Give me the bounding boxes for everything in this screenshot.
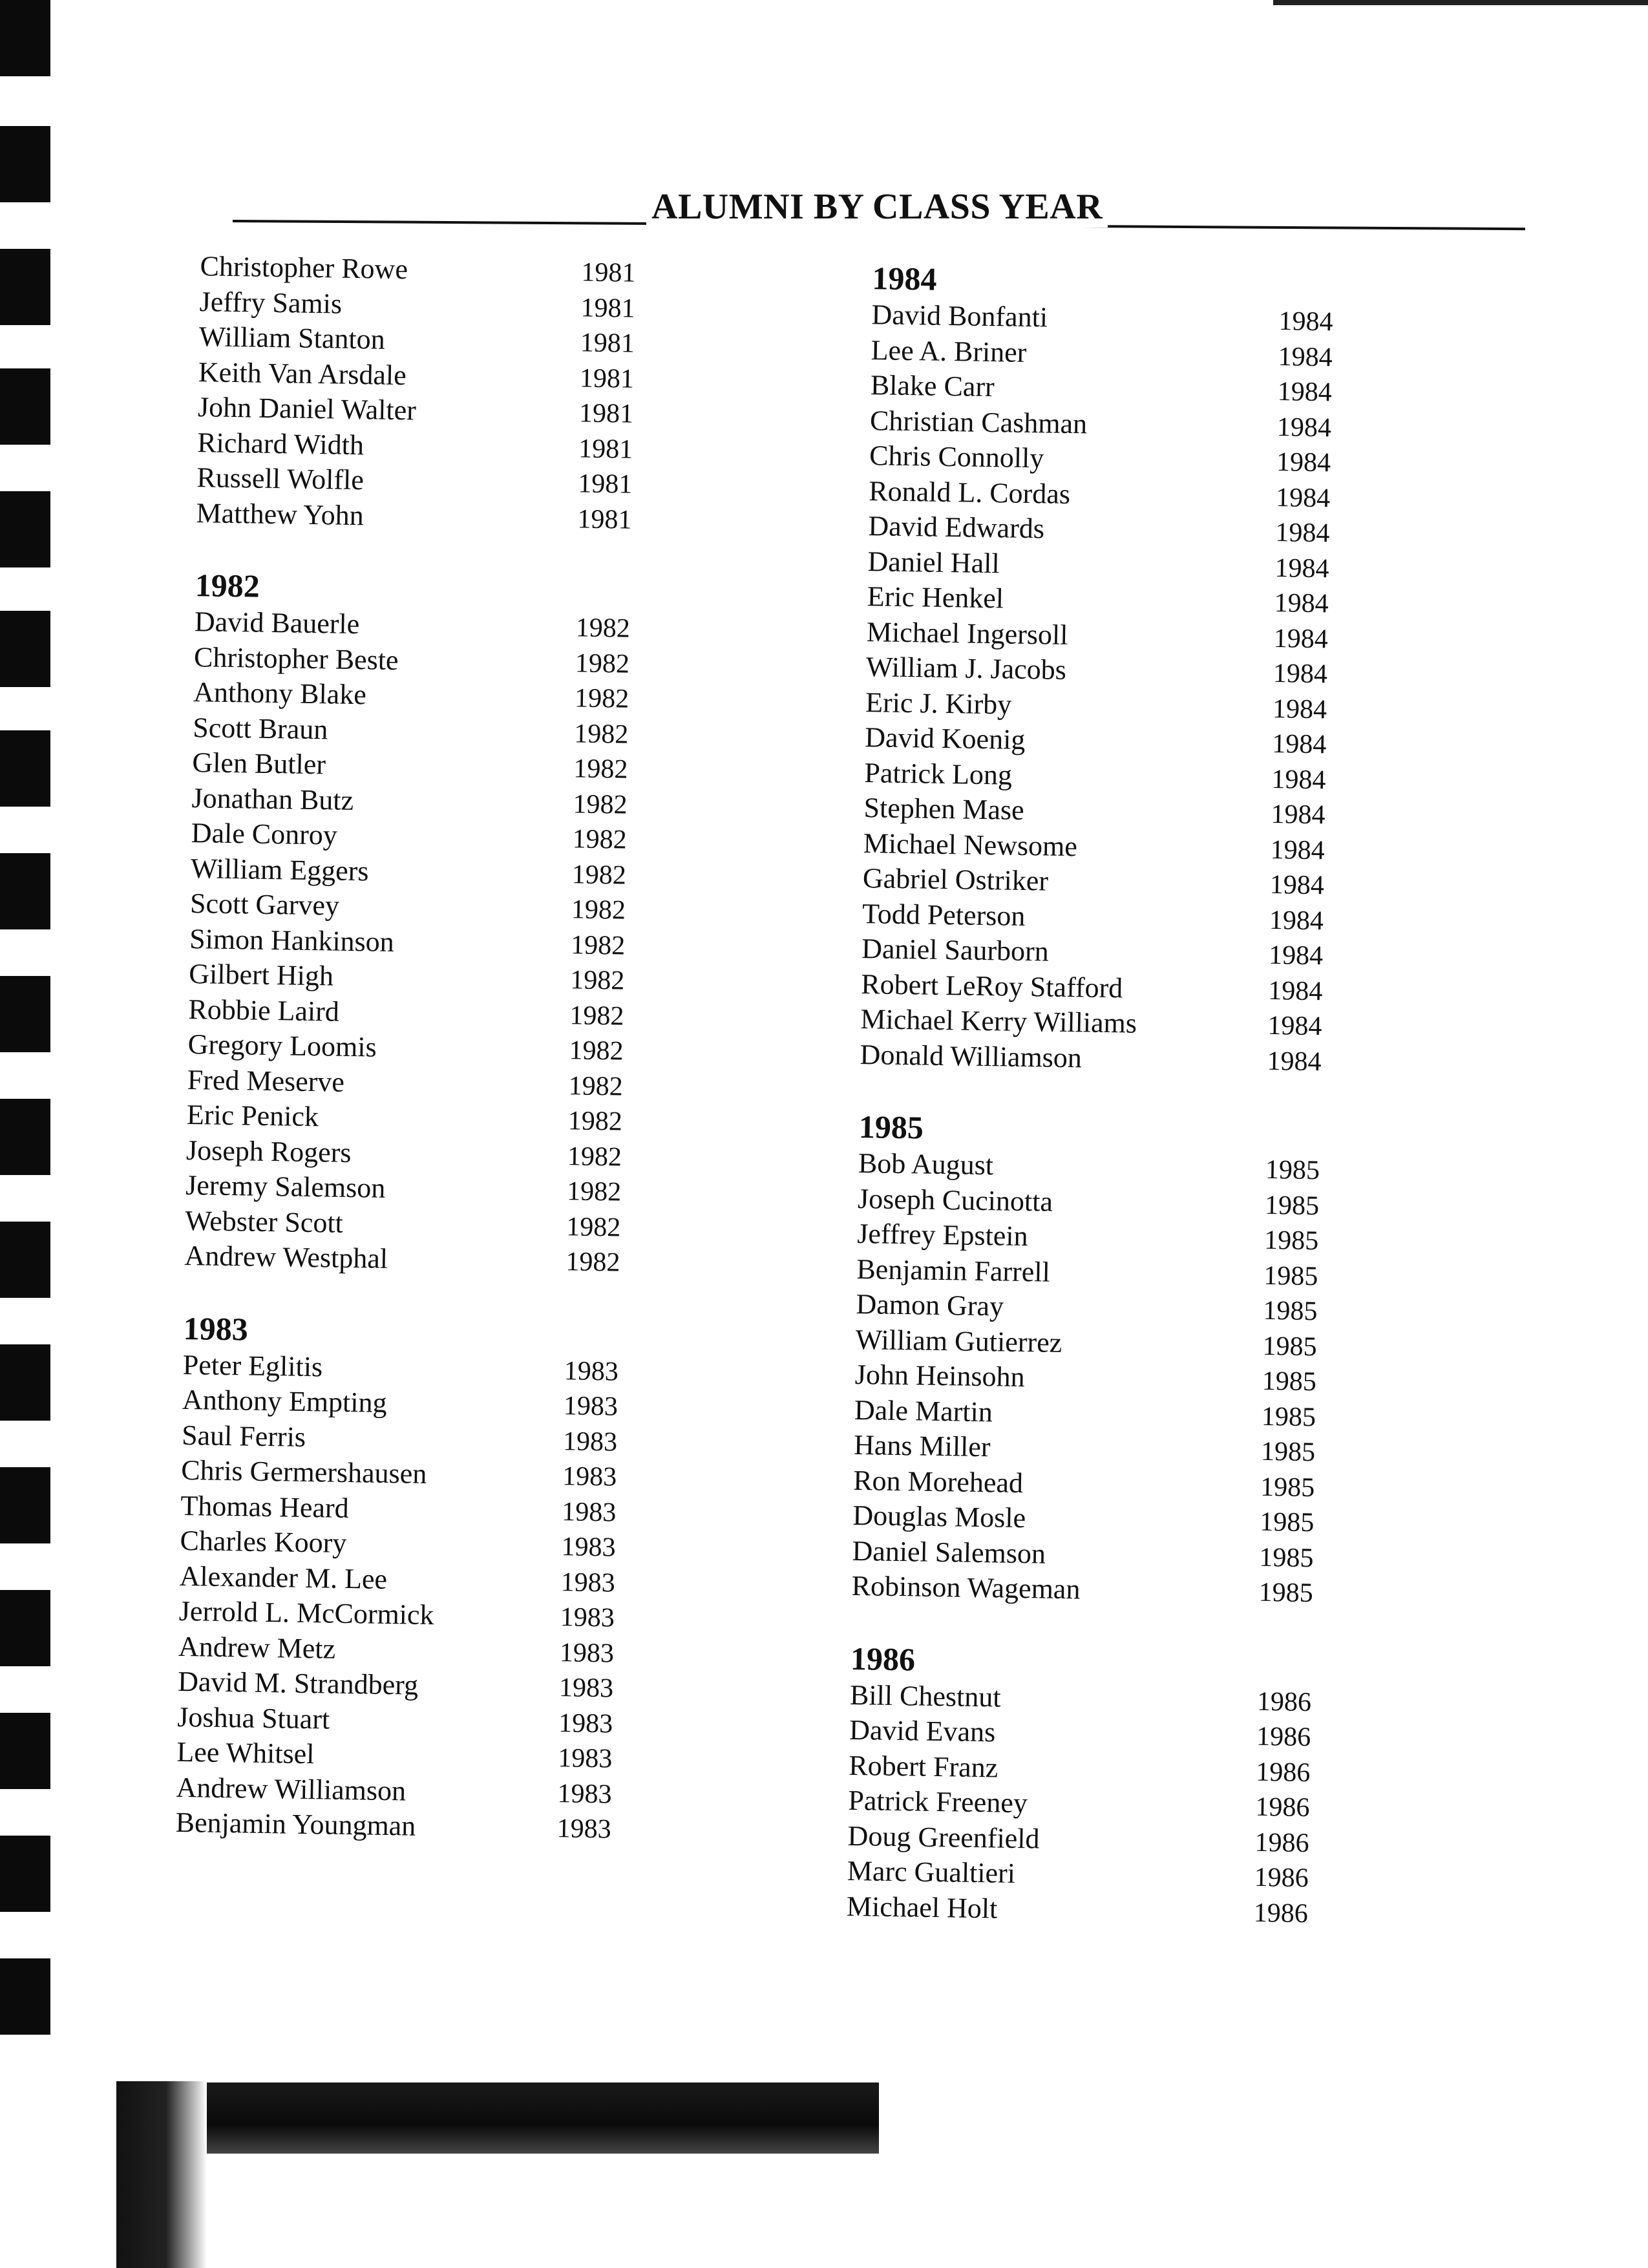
alumni-year: 1982: [565, 1211, 621, 1243]
alumni-name: Chris Germershausen: [180, 1454, 427, 1490]
alumni-name: Robbie Laird: [188, 993, 340, 1028]
alumni-name: Jeremy Salemson: [185, 1169, 386, 1204]
alumni-name: Charles Koory: [180, 1524, 347, 1559]
alumni-year: 1983: [558, 1673, 614, 1704]
alumni-year: 1985: [1263, 1260, 1318, 1291]
binding-hole: [0, 1344, 50, 1421]
alumni-year: 1982: [567, 1141, 622, 1172]
alumni-name: Daniel Saurborn: [861, 933, 1050, 968]
binding-hole: [0, 976, 50, 1052]
alumni-year: 1984: [1273, 658, 1328, 690]
alumni-year: 1982: [571, 859, 627, 891]
alumni-year: 1984: [1271, 764, 1326, 795]
alumni-year: 1982: [574, 683, 629, 714]
alumni-year: 1982: [572, 824, 628, 855]
alumni-name: Joseph Rogers: [185, 1134, 352, 1169]
alumni-name: Gabriel Ostriker: [862, 862, 1049, 897]
alumni-name: Joshua Stuart: [176, 1701, 330, 1735]
alumni-year: 1983: [556, 1814, 612, 1845]
alumni-year: 1984: [1271, 799, 1326, 831]
left-column: [169, 249, 685, 1848]
scan-bottom-shadow: [129, 2083, 879, 2154]
alumni-name: David Koenig: [864, 721, 1026, 756]
alumni-name: Scott Garvey: [189, 887, 340, 922]
alumni-name: Jeffrey Epstein: [856, 1217, 1028, 1253]
alumni-name: John Heinsohn: [854, 1358, 1026, 1394]
alumni-year: 1984: [1278, 341, 1333, 372]
alumni-year: 1982: [573, 789, 628, 820]
alumni-year: 1983: [563, 1391, 618, 1422]
alumni-year: 1984: [1278, 306, 1333, 337]
scan-top-edge: [1273, 0, 1648, 5]
year-heading: 1985: [858, 1108, 924, 1146]
alumni-year: 1985: [1260, 1472, 1315, 1503]
alumni-year: 1982: [571, 895, 626, 926]
alumni-year: 1986: [1254, 1862, 1309, 1894]
alumni-name: David Bauerle: [194, 606, 360, 641]
alumni-name: Patrick Freeney: [848, 1784, 1028, 1819]
binding-hole: [0, 1590, 50, 1666]
year-group-1982: [178, 566, 680, 1281]
alumni-year: 1984: [1275, 518, 1330, 549]
alumni-name: Christian Cashman: [869, 404, 1088, 440]
alumni-row: [853, 1037, 1345, 1079]
alumni-name: Gregory Loomis: [187, 1028, 377, 1063]
alumni-row: [169, 1805, 660, 1848]
alumni-year: 1983: [561, 1532, 616, 1563]
alumni-year: 1984: [1267, 975, 1323, 1006]
alumni-name: Andrew Metz: [178, 1630, 336, 1665]
alumni-name: Robinson Wageman: [851, 1569, 1081, 1606]
alumni-year: 1981: [579, 363, 635, 394]
alumni-name: Jerrold L. McCormick: [178, 1595, 434, 1631]
year-heading: 1982: [195, 567, 260, 604]
alumni-name: Andrew Williamson: [176, 1771, 407, 1807]
alumni-name: Peter Eglitis: [182, 1348, 323, 1383]
year-group-1984: [853, 259, 1357, 1080]
alumni-name: Daniel Hall: [867, 545, 1000, 579]
alumni-name: Christopher Rowe: [200, 250, 408, 286]
alumni-year: 1982: [567, 1106, 623, 1137]
alumni-year: 1985: [1259, 1542, 1314, 1573]
scan-corner-shadow: [116, 2081, 207, 2268]
year-group-1981: [189, 249, 685, 538]
binding-hole: [0, 730, 50, 807]
alumni-name: Richard Width: [196, 426, 364, 461]
alumni-year: 1984: [1271, 728, 1327, 760]
alumni-name: Keith Van Arsdale: [198, 355, 407, 391]
alumni-year: 1982: [565, 1247, 620, 1278]
alumni-name: David Bonfanti: [871, 299, 1048, 334]
alumni-name: Hans Miller: [853, 1428, 991, 1463]
alumni-year: 1981: [580, 292, 635, 324]
alumni-name: Daniel Salemson: [852, 1534, 1046, 1570]
alumni-row: [189, 495, 681, 538]
year-group-1986: [840, 1638, 1336, 1931]
alumni-name: Eric Penick: [186, 1098, 319, 1133]
alumni-name: Eric J. Kirby: [865, 686, 1012, 721]
alumni-name: John Daniel Walter: [197, 391, 417, 427]
alumni-name: Patrick Long: [864, 756, 1013, 791]
alumni-year: 1986: [1255, 1792, 1310, 1823]
alumni-year: 1981: [580, 328, 635, 359]
alumni-name: Saul Ferris: [181, 1419, 306, 1453]
alumni-year: 1982: [573, 718, 629, 750]
alumni-year: 1984: [1272, 694, 1327, 725]
alumni-name: Andrew Westphal: [184, 1239, 388, 1275]
alumni-name: Joseph Cucinotta: [857, 1182, 1053, 1218]
binding-hole: [0, 1222, 50, 1298]
alumni-year: 1984: [1268, 940, 1324, 971]
alumni-name: Robert LeRoy Stafford: [860, 968, 1123, 1004]
alumni-name: Bob August: [858, 1147, 994, 1182]
alumni-name: Dale Martin: [854, 1394, 993, 1428]
alumni-name: Chris Connolly: [869, 440, 1044, 474]
alumni-name: Matthew Yohn: [196, 496, 364, 531]
alumni-name: Fred Meserve: [187, 1063, 345, 1098]
alumni-year: 1984: [1275, 482, 1331, 513]
alumni-year: 1982: [570, 929, 626, 961]
alumni-name: Michael Holt: [846, 1890, 998, 1925]
alumni-name: Russell Wolfle: [196, 461, 364, 496]
binding-hole: [0, 0, 50, 76]
alumni-year: 1985: [1265, 1154, 1320, 1186]
alumni-year: 1981: [578, 469, 633, 500]
alumni-year: 1984: [1269, 869, 1325, 901]
alumni-year: 1983: [560, 1567, 616, 1598]
alumni-year: 1985: [1260, 1436, 1316, 1468]
alumni-year: 1985: [1263, 1225, 1319, 1256]
alumni-name: William Gutierrez: [855, 1323, 1062, 1359]
alumni-name: Ron Morehead: [852, 1464, 1024, 1499]
alumni-year: 1986: [1253, 1898, 1309, 1929]
alumni-year: 1983: [557, 1778, 612, 1809]
binding-hole: [0, 1958, 50, 2035]
alumni-year: 1984: [1273, 623, 1329, 654]
page-title: ALUMNI BY CLASS YEAR: [646, 186, 1108, 228]
alumni-name: Jeffry Samis: [199, 285, 343, 320]
binding-hole: [0, 1713, 50, 1789]
alumni-year: 1982: [569, 1000, 624, 1032]
alumni-name: Benjamin Farrell: [856, 1253, 1051, 1288]
alumni-year: 1983: [564, 1355, 619, 1387]
binding-hole: [0, 368, 50, 445]
alumni-name: Alexander M. Lee: [179, 1560, 388, 1595]
alumni-name: Gilbert High: [188, 958, 334, 992]
alumni-name: Anthony Blake: [193, 676, 367, 711]
alumni-name: Lee A. Briner: [871, 334, 1027, 368]
alumni-year: 1982: [575, 648, 630, 679]
binding-hole: [0, 491, 50, 567]
alumni-year: 1981: [578, 398, 634, 429]
alumni-name: Michael Kerry Williams: [860, 1003, 1137, 1039]
binding-hole: [0, 1467, 50, 1543]
alumni-year: 1983: [562, 1426, 618, 1457]
alumni-year: 1981: [581, 257, 636, 288]
alumni-year: 1986: [1256, 1686, 1312, 1717]
year-group-1983: [169, 1308, 668, 1848]
alumni-name: William J. Jacobs: [865, 651, 1067, 686]
alumni-name: Todd Peterson: [861, 897, 1026, 932]
alumni-name: William Stanton: [198, 321, 386, 355]
alumni-name: Webster Scott: [185, 1204, 344, 1239]
alumni-name: Benjamin Youngman: [175, 1806, 416, 1842]
alumni-year: 1984: [1270, 834, 1326, 865]
alumni-year: 1982: [569, 965, 625, 996]
alumni-year: 1984: [1267, 1010, 1322, 1042]
alumni-name: Simon Hankinson: [189, 922, 395, 958]
alumni-year: 1983: [559, 1637, 615, 1668]
year-heading: 1984: [872, 260, 937, 297]
binding-hole: [0, 1099, 50, 1175]
alumni-year: 1986: [1254, 1827, 1309, 1858]
alumni-name: Bill Chestnut: [849, 1679, 1001, 1713]
alumni-year: 1984: [1274, 553, 1329, 584]
binding-hole: [0, 1836, 50, 1912]
alumni-year: 1982: [573, 754, 628, 785]
alumni-name: Jonathan Butz: [191, 781, 354, 816]
alumni-year: 1983: [562, 1461, 617, 1492]
alumni-year: 1983: [562, 1496, 617, 1528]
alumni-year: 1982: [566, 1176, 622, 1207]
alumni-name: Christopher Beste: [193, 641, 399, 676]
binding-hole: [0, 126, 50, 202]
alumni-year: 1981: [577, 503, 632, 535]
alumni-year: 1984: [1276, 412, 1332, 443]
alumni-row: [840, 1889, 1332, 1931]
alumni-name: Thomas Heard: [180, 1489, 350, 1524]
alumni-name: Ronald L. Cordas: [868, 474, 1071, 510]
alumni-name: Blake Carr: [870, 369, 995, 403]
alumni-year: 1984: [1276, 447, 1331, 478]
alumni-name: Michael Ingersoll: [866, 615, 1068, 651]
year-heading: 1983: [183, 1309, 249, 1348]
alumni-name: Lee Whitsel: [176, 1735, 315, 1770]
alumni-name: Robert Franz: [849, 1749, 998, 1783]
alumni-name: David Evans: [849, 1713, 996, 1748]
alumni-name: Stephen Mase: [863, 792, 1025, 826]
alumni-year: 1982: [568, 1070, 624, 1102]
alumni-year: 1982: [569, 1035, 624, 1066]
binding-hole: [0, 611, 50, 687]
alumni-year: 1981: [578, 433, 633, 465]
alumni-year: 1984: [1269, 905, 1324, 936]
alumni-year: 1984: [1267, 1046, 1322, 1077]
alumni-row: [178, 1238, 670, 1281]
year-group-1985: [845, 1107, 1344, 1611]
right-column: [840, 259, 1357, 1932]
alumni-name: Michael Newsome: [863, 827, 1078, 862]
alumni-year: 1983: [558, 1708, 613, 1739]
binding-hole: [0, 249, 50, 325]
alumni-year: 1985: [1262, 1366, 1317, 1397]
alumni-year: 1985: [1261, 1401, 1316, 1432]
binding-hole: [0, 853, 50, 929]
alumni-name: Eric Henkel: [867, 580, 1004, 615]
alumni-year: 1985: [1262, 1331, 1318, 1362]
alumni-year: 1986: [1255, 1757, 1311, 1788]
alumni-name: David Edwards: [868, 510, 1045, 545]
alumni-year: 1984: [1277, 377, 1333, 408]
alumni-year: 1982: [575, 613, 631, 644]
alumni-name: William Eggers: [190, 852, 369, 887]
year-heading: 1986: [850, 1640, 916, 1677]
alumni-name: Damon Gray: [856, 1288, 1004, 1322]
alumni-year: 1984: [1274, 588, 1329, 619]
alumni-name: Glen Butler: [192, 747, 326, 781]
alumni-name: Dale Conroy: [191, 817, 338, 851]
alumni-name: Doug Greenfield: [847, 1819, 1040, 1855]
alumni-name: Anthony Empting: [182, 1383, 387, 1419]
spiral-binding: [0, 0, 61, 2268]
alumni-row: [845, 1569, 1336, 1611]
alumni-year: 1985: [1260, 1507, 1315, 1538]
alumni-name: Marc Gualtieri: [847, 1854, 1016, 1889]
alumni-year: 1985: [1263, 1295, 1318, 1327]
alumni-name: Douglas Mosle: [852, 1499, 1026, 1534]
alumni-year: 1985: [1258, 1577, 1314, 1609]
alumni-name: Scott Braun: [192, 711, 328, 745]
alumni-year: 1983: [558, 1743, 613, 1774]
alumni-name: David M. Strandberg: [177, 1665, 419, 1701]
alumni-year: 1986: [1256, 1721, 1311, 1753]
alumni-year: 1985: [1264, 1190, 1320, 1221]
alumni-year: 1983: [560, 1602, 615, 1633]
alumni-name: Donald Williamson: [860, 1038, 1083, 1074]
